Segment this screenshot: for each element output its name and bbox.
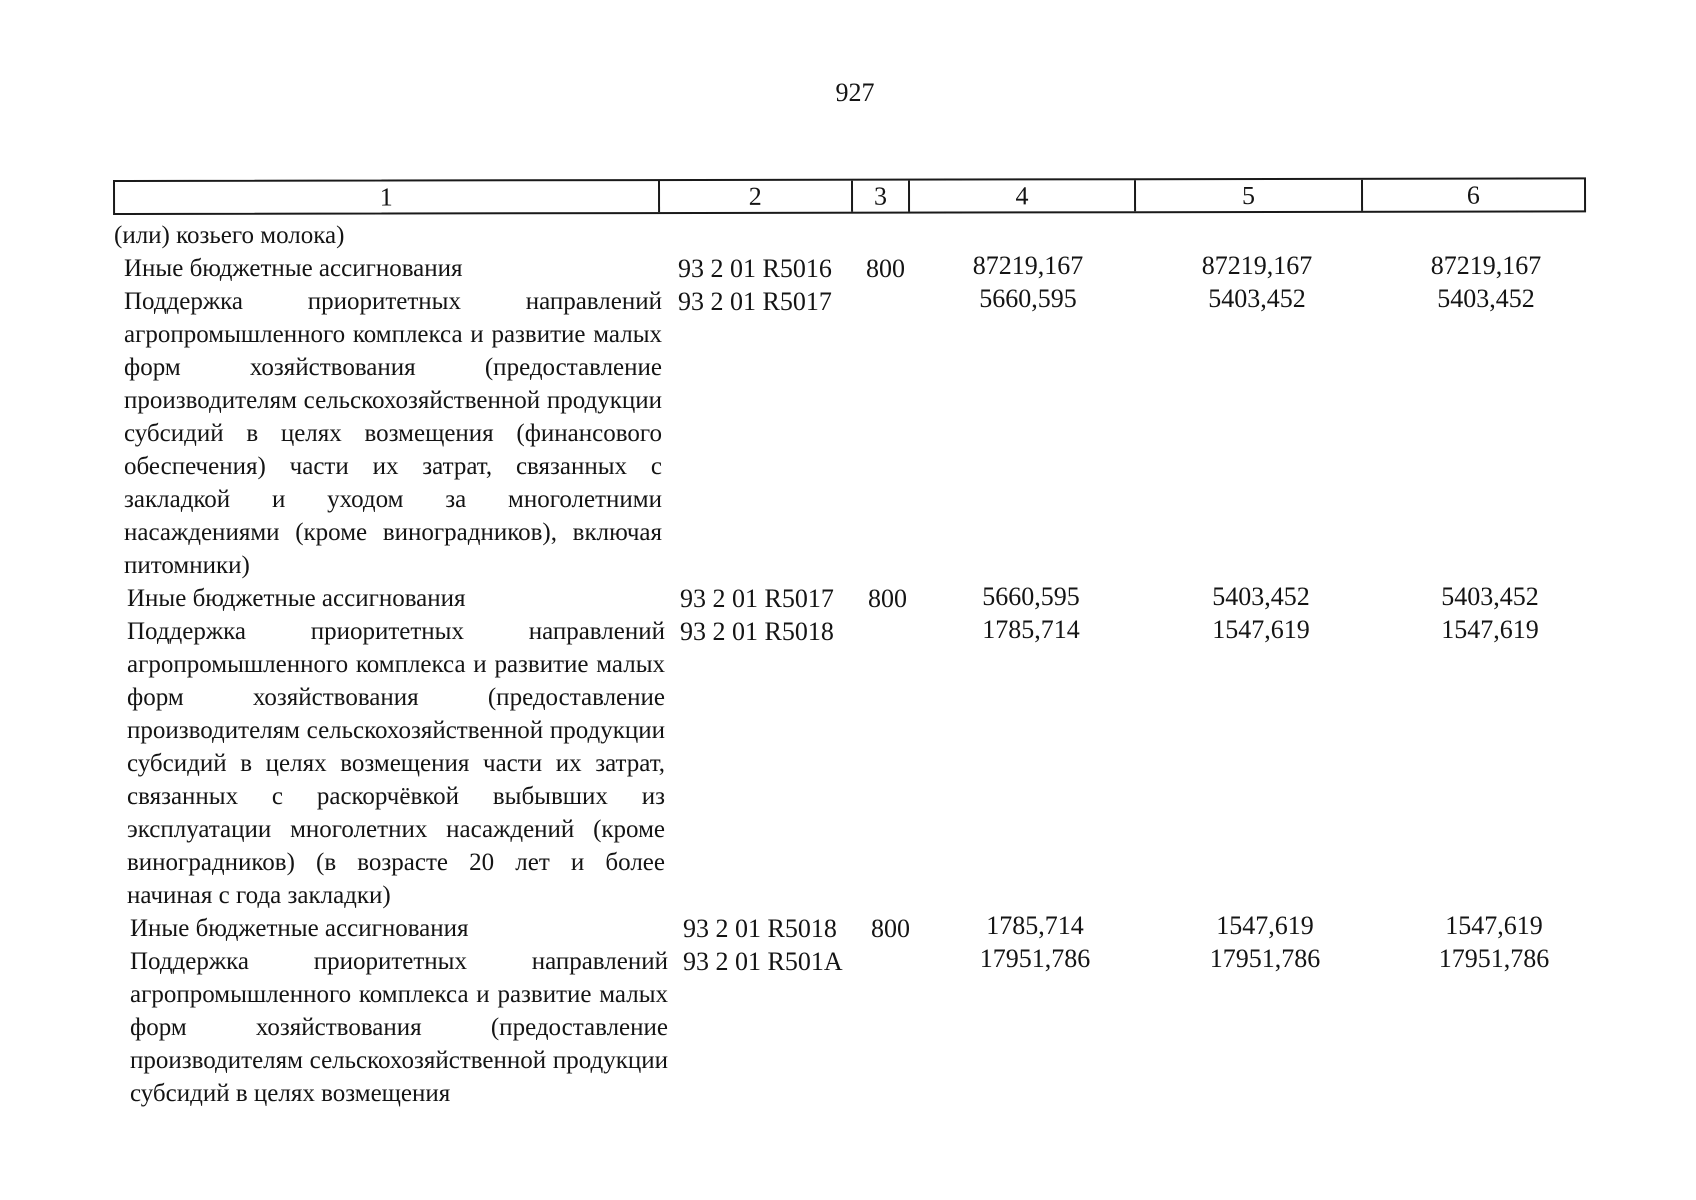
- row-code: 93 2 01 R5017: [680, 584, 834, 613]
- table-row: [0, 219, 1696, 252]
- table-row: [0, 615, 1696, 912]
- table-row: [0, 252, 1696, 285]
- row-value-col4: 5660,595: [982, 582, 1080, 611]
- page-number: 927: [835, 78, 875, 107]
- row-value-col6: 87219,167: [1430, 251, 1542, 280]
- row-description: Иные бюджетные ассигнования: [124, 255, 463, 282]
- table-row: [0, 582, 1696, 615]
- row-value-col5: 5403,452: [1212, 582, 1310, 611]
- row-value-col6: 1547,619: [1441, 615, 1539, 644]
- row-code: 93 2 01 R5018: [680, 617, 834, 646]
- column-header-4: 4: [910, 180, 1136, 211]
- row-value-col4: 1785,714: [986, 911, 1084, 940]
- row-value-col6: 5403,452: [1437, 284, 1535, 313]
- row-description: Поддержка приоритетных направлений агропромышленного комплекса и развитие малых форм хозяйствования (предоставление производителям сельскохозяйственной продукции субсидий в целях возмещения (финансового обеспечения) части их затрат, связанных с закладкой и уходом за многолетними насаждениями (кроме виноградников), включая питомники): [124, 288, 662, 579]
- row-expense-type: 800: [866, 254, 905, 283]
- row-value-col4: 87219,167: [972, 251, 1084, 280]
- column-header-5: 5: [1136, 180, 1362, 211]
- row-description: Поддержка приоритетных направлений агропромышленного комплекса и развитие малых форм хозяйствования (предоставление производителям сельскохозяйственной продукции субсидий в целях возмещения: [130, 948, 668, 1107]
- column-header-3: 3: [853, 181, 910, 212]
- table-body: [0, 219, 1696, 1110]
- row-code: 93 2 01 R5018: [683, 914, 837, 943]
- row-value-col5: 17951,786: [1209, 944, 1321, 973]
- row-value-col5: 1547,619: [1212, 615, 1310, 644]
- row-code: 93 2 01 R501A: [683, 947, 843, 976]
- table-row: [0, 945, 1696, 1110]
- row-value-col6: 17951,786: [1438, 944, 1550, 973]
- row-code: 93 2 01 R5017: [678, 287, 832, 316]
- row-expense-type: 800: [871, 914, 910, 943]
- row-value-col5: 87219,167: [1201, 251, 1313, 280]
- row-code: 93 2 01 R5016: [678, 254, 832, 283]
- row-description: Иные бюджетные ассигнования: [130, 915, 469, 942]
- row-value-col6: 1547,619: [1445, 911, 1543, 940]
- row-value-col4: 1785,714: [982, 615, 1080, 644]
- row-description: Иные бюджетные ассигнования: [127, 585, 466, 612]
- row-expense-type: 800: [868, 584, 907, 613]
- table-row: [0, 912, 1696, 945]
- table-header: [113, 177, 1586, 215]
- row-value-col5: 5403,452: [1208, 284, 1306, 313]
- row-description: (или) козьего молока): [114, 222, 345, 249]
- row-value-col4: 17951,786: [979, 944, 1091, 973]
- row-value-col6: 5403,452: [1441, 582, 1539, 611]
- row-description: Поддержка приоритетных направлений агропромышленного комплекса и развитие малых форм хозяйствования (предоставление производителям сельскохозяйственной продукции субсидий в целях возмещения части их затрат, связанных с раскорчёвкой выбывших из эксплуатации многолетних насаждений (кроме виноградников) (в возрасте 20 лет и более начиная с года закладки): [127, 618, 665, 909]
- column-header-6: 6: [1466, 180, 1480, 210]
- row-value-col4: 5660,595: [979, 284, 1077, 313]
- row-value-col5: 1547,619: [1216, 911, 1314, 940]
- table-row: [0, 285, 1696, 582]
- column-header-1: 1: [115, 181, 660, 213]
- column-header-2: 2: [660, 181, 854, 212]
